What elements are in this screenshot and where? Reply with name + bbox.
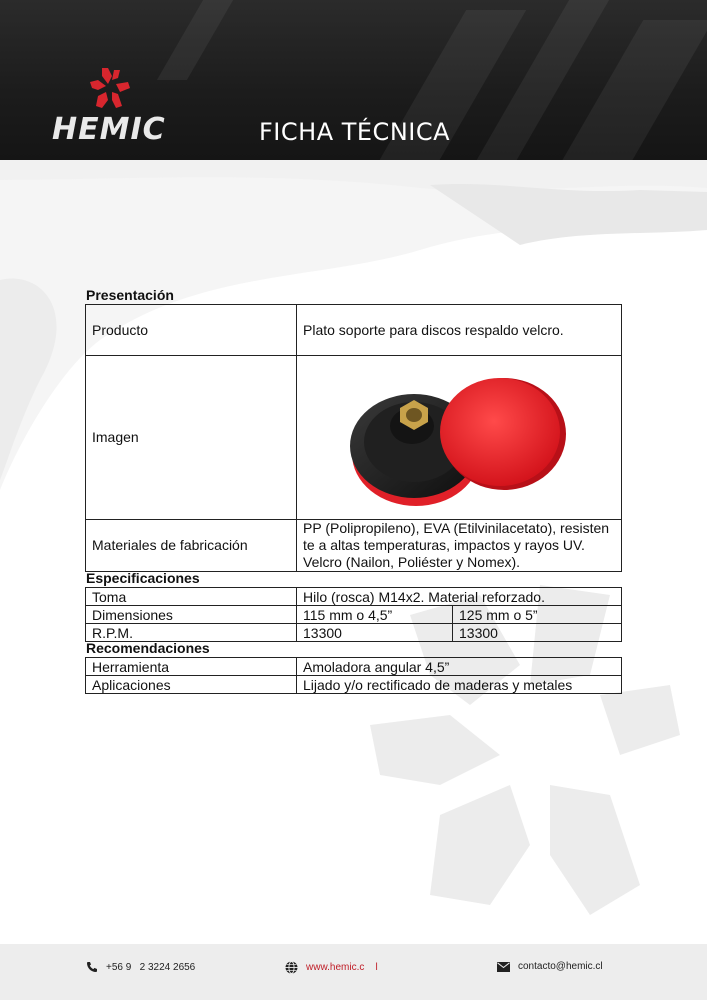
toma-label: Toma	[86, 588, 297, 606]
table-row	[86, 356, 622, 520]
brand-name: HEMIC	[52, 112, 166, 147]
recomendaciones-table	[85, 657, 622, 694]
aplicaciones-label: Aplicaciones	[86, 676, 297, 694]
phone-icon	[86, 961, 98, 973]
globe-icon	[285, 961, 298, 974]
rpm-value-a: 13300	[297, 624, 453, 642]
imagen-cell	[297, 356, 622, 520]
producto-label: Producto	[86, 305, 297, 356]
dimensiones-value-b: 125 mm o 5”	[453, 606, 622, 624]
presentacion-table	[85, 304, 622, 572]
producto-value: Plato soporte para discos respaldo velcro.	[297, 305, 622, 356]
table-row	[86, 606, 622, 624]
toma-value: Hilo (rosca) M14x2. Material reforzado.	[297, 588, 622, 606]
table-row	[86, 588, 622, 606]
mail-icon	[497, 962, 510, 972]
rpm-value-b: 13300	[453, 624, 622, 642]
especificaciones-table	[85, 587, 622, 642]
table-row	[86, 520, 622, 572]
table-row	[86, 658, 622, 676]
materiales-label: Materiales de fabricación	[86, 520, 297, 572]
especificaciones-heading: Especificaciones	[86, 570, 200, 586]
dimensiones-value-a: 115 mm o 4,5”	[297, 606, 453, 624]
rpm-label: R.P.M.	[86, 624, 297, 642]
phone-text: +56 9 2 3224 2656	[106, 961, 196, 973]
website-link[interactable]: www.hemic.c l	[306, 962, 378, 973]
table-row	[86, 624, 622, 642]
footer-email[interactable]	[497, 961, 603, 972]
recomendaciones-heading: Recomendaciones	[86, 640, 210, 656]
document-title: FICHA TÉCNICA	[259, 118, 451, 146]
imagen-label: Imagen	[86, 356, 297, 520]
presentacion-heading: Presentación	[86, 287, 174, 303]
table-row	[86, 676, 622, 694]
footer	[0, 944, 707, 1000]
footer-phone	[86, 961, 195, 973]
table-row	[86, 305, 622, 356]
hemic-logo-icon	[88, 66, 132, 110]
email-link[interactable]: contacto@hemic.cl	[518, 961, 603, 972]
materiales-value: PP (Polipropileno), EVA (Etilvinilacetato), resisten te a altas temperaturas, impactos y rayos UV. Velcro (Nailon, Poliéster y Nomex).	[297, 520, 622, 572]
footer-website[interactable]	[285, 961, 378, 974]
backing-pad-image	[334, 368, 584, 508]
herramienta-label: Herramienta	[86, 658, 297, 676]
aplicaciones-value: Lijado y/o rectificado de maderas y metales	[297, 676, 622, 694]
dimensiones-label: Dimensiones	[86, 606, 297, 624]
herramienta-value: Amoladora angular 4,5”	[297, 658, 622, 676]
